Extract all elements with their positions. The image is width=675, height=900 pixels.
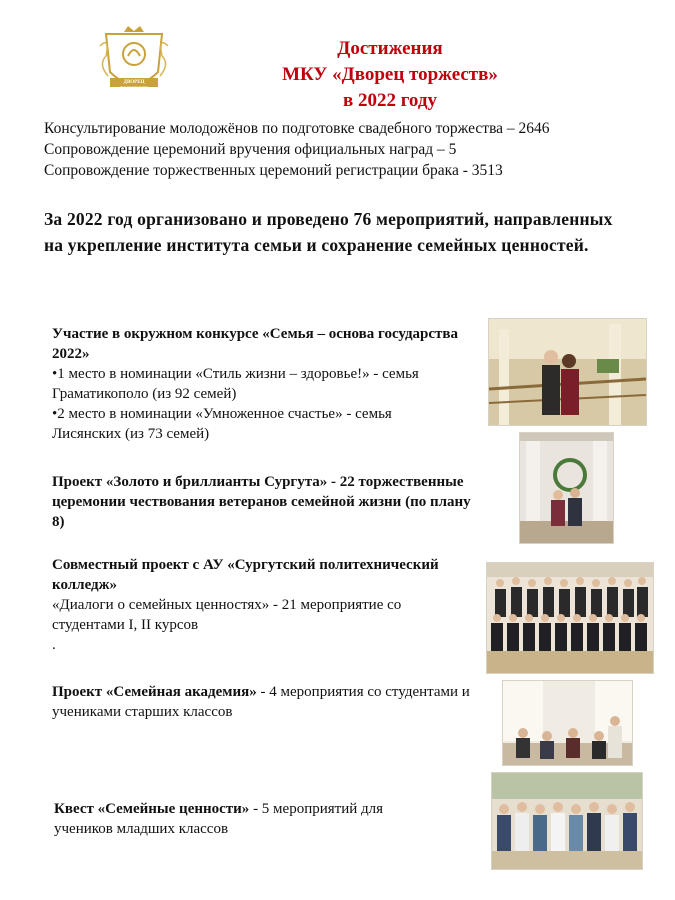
section-gold-text: - 22 торжественные церемонии чествования ветеранов семейной жизни (по плану 8): [52, 474, 471, 530]
summary-text: За 2022 год организовано и проведено 76 мероприятий, направленных на укрепление института семьи и сохранение семейных ценностей.: [44, 209, 613, 255]
section-academy-title: Проект «Семейная академия»: [52, 684, 257, 700]
section-college-title: Совместный проект с АУ «Сургутский политехнический колледж»: [52, 557, 439, 593]
photo-gold-couple: [519, 432, 614, 544]
stats-list: [44, 118, 644, 181]
section-academy: [52, 682, 472, 722]
section-quest-title: Квест «Семейные ценности»: [54, 801, 250, 817]
photo-college-group: [486, 562, 654, 674]
section-college-dot: .: [52, 637, 56, 653]
stat-awards: Сопровождение церемоний вручения официальных наград – 5: [44, 141, 457, 158]
section-contest: [52, 324, 462, 444]
stat-registration: Сопровождение торжественных церемоний регистрации брака - 3513: [44, 162, 503, 179]
section-contest-title: Участие в окружном конкурсе «Семья – основа государства 2022»: [52, 326, 459, 362]
logo-text: ДВОРЕЦ ТОРЖЕСТВ: [119, 80, 149, 92]
photo-quest-group: [491, 772, 643, 870]
section-contest-item-1: •1 место в номинации «Стиль жизни – здоровье!» - семья Граматикополо (из 92 семей): [52, 366, 419, 402]
title-line-2: МКУ «Дворец торжеств»: [282, 64, 498, 85]
section-contest-item-2: •2 место в номинации «Умноженное счастье» - семья Лисянских (из 73 семей): [52, 406, 392, 442]
section-quest: [54, 799, 424, 839]
palace-logo: [96, 26, 172, 100]
title-line-3: в 2022 году: [343, 90, 437, 111]
page-title: [230, 36, 550, 114]
section-college: [52, 555, 472, 655]
section-gold: [52, 472, 472, 532]
section-academy-text: - 4 мероприятия со студентами и учениками старших классов: [52, 684, 470, 720]
section-college-text: «Диалоги о семейных ценностях» - 21 мероприятие со студентами I, II курсов: [52, 597, 402, 633]
photo-family-academy: [502, 680, 633, 766]
title-line-1: Достижения: [337, 38, 443, 59]
section-gold-title: Проект «Золото и бриллианты Сургута»: [52, 474, 328, 490]
photo-contest-family: [488, 318, 647, 426]
stat-consulting: Консультирование молодожёнов по подготовке свадебного торжества – 2646: [44, 120, 550, 137]
section-quest-text: - 5 мероприятий для учеников младших классов: [54, 801, 384, 837]
